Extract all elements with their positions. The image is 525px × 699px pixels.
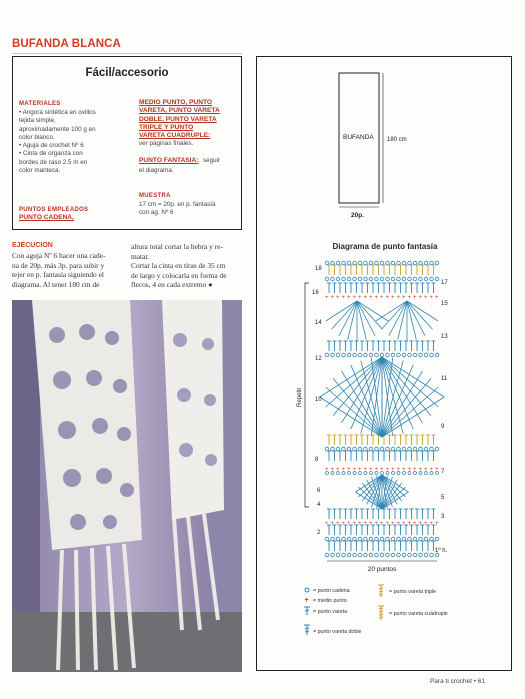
body-line: tejer en p. fantasía siguiendo el	[12, 270, 104, 280]
row-number-right: 13	[441, 334, 448, 340]
diagram-title: Diagrama de punto fantasía	[332, 242, 438, 251]
ejecucion-col1	[12, 251, 125, 289]
chain-stitch-mark	[402, 261, 406, 265]
legend	[304, 585, 448, 635]
legend-label: = punto vareta triple	[389, 589, 436, 595]
chain-stitch-mark	[430, 353, 434, 357]
chain-stitch-mark	[391, 353, 395, 357]
single-crochet-mark: +	[336, 467, 340, 473]
single-crochet-mark: +	[369, 295, 373, 301]
single-crochet-mark: +	[341, 295, 346, 301]
row-number-left: 12	[315, 356, 322, 362]
single-crochet-mark: +	[380, 295, 384, 301]
chain-stitch-mark	[342, 261, 346, 265]
chain-stitch-mark	[353, 277, 357, 281]
row-number-left: 14	[315, 320, 322, 326]
single-crochet-mark: +	[347, 521, 351, 527]
chain-stitch-mark	[364, 553, 368, 557]
row-number-left: 10	[315, 397, 322, 403]
single-crochet-mark: +	[341, 521, 346, 527]
stitch-link[interactable]: TRIPLE Y PUNTO	[139, 123, 194, 131]
materiales-list	[19, 109, 131, 175]
chain-stitch-mark	[353, 447, 357, 451]
chain-stitch-mark	[347, 537, 351, 541]
chain-stitch-mark	[435, 277, 439, 281]
materiales-item: • Cinta de organza con	[19, 150, 83, 158]
chain-stitch-mark	[402, 537, 406, 541]
chain-stitch-mark	[419, 537, 423, 541]
single-crochet-mark: +	[374, 295, 379, 301]
legend-label: = punto vareta	[313, 609, 348, 615]
chain-stitch-mark	[380, 553, 384, 557]
body-line: na de 20p. más 3p. para subir y	[12, 260, 105, 270]
fan-stitch-mark	[382, 357, 438, 407]
chain-stitch-mark	[375, 277, 379, 281]
chain-stitch-mark	[331, 261, 335, 265]
chain-stitch-mark	[408, 537, 412, 541]
chain-stitch-mark	[424, 553, 428, 557]
chain-stitch-mark	[408, 261, 412, 265]
chain-stitch-mark	[380, 353, 384, 357]
chain-stitch-mark	[336, 353, 340, 357]
chain-stitch-mark	[386, 261, 390, 265]
chain-stitch-mark	[430, 537, 434, 541]
chain-stitch-mark	[342, 447, 346, 451]
row-number-right: 5	[441, 495, 445, 501]
single-crochet-mark: +	[369, 521, 373, 527]
stitch-link[interactable]: VARETA CUADRUPLE:	[139, 132, 211, 140]
single-crochet-mark: +	[336, 521, 340, 527]
chain-stitch-mark	[419, 447, 423, 451]
chain-stitch-mark	[369, 277, 373, 281]
materiales-item: bordes de raso 2.5 m en	[19, 158, 88, 166]
chain-stitch-mark	[375, 537, 379, 541]
chain-stitch-mark	[325, 447, 329, 451]
chain-stitch-mark	[391, 447, 395, 451]
punto-fantasia-link[interactable]: PUNTO FANTASIA:	[139, 156, 199, 164]
single-crochet-mark: +	[330, 521, 335, 527]
puntos-heading: PUNTOS EMPLEADOS	[19, 207, 89, 213]
chain-stitch-mark	[325, 261, 329, 265]
chain-stitch-mark	[325, 277, 329, 281]
single-crochet-mark: +	[363, 295, 368, 301]
chain-stitch-mark	[336, 537, 340, 541]
chain-stitch-mark	[353, 553, 357, 557]
single-crochet-mark: +	[391, 467, 395, 473]
single-crochet-mark: +	[325, 521, 329, 527]
chain-stitch-mark	[331, 553, 335, 557]
fan-stitch-mark	[348, 301, 357, 340]
double-treble-icon	[304, 625, 310, 635]
chain-stitch-mark	[336, 553, 340, 557]
row-number-left: 8	[315, 457, 319, 463]
ver-paginas: ver páginas finales.	[139, 140, 194, 148]
ejecucion-heading: EJECUCION	[12, 242, 53, 249]
legend-label: = medio punto	[313, 598, 347, 604]
chain-stitch-mark	[397, 553, 401, 557]
single-crochet-mark: +	[352, 295, 357, 301]
chain-stitch-mark	[391, 537, 395, 541]
row-number-right: 17	[441, 280, 448, 286]
fan-stitch-mark	[333, 357, 382, 416]
single-crochet-mark: +	[336, 295, 340, 301]
quadruple-treble-icon	[378, 606, 384, 620]
info-box	[12, 56, 242, 230]
single-crochet-mark: +	[391, 521, 395, 527]
scarf-photo	[12, 300, 242, 672]
chain-stitch-mark	[386, 447, 390, 451]
diagram-canvas	[257, 57, 513, 672]
chain-stitch-mark	[397, 447, 401, 451]
fantasia-text: seguir	[202, 156, 221, 164]
chain-stitch-mark	[353, 261, 357, 265]
materiales-item: • Angora sintética en ovillos	[19, 109, 96, 116]
chain-stitch-mark	[375, 447, 379, 451]
chain-stitch-mark	[347, 261, 351, 265]
muestra-line: 17 cm = 20p. en p. fantasía	[139, 201, 216, 208]
chain-stitch-mark	[397, 353, 401, 357]
chain-stitch-mark	[331, 277, 335, 281]
chain-stitch-mark	[435, 261, 439, 265]
chain-stitch-mark	[369, 537, 373, 541]
chain-stitch-mark	[408, 353, 412, 357]
chain-stitch-mark	[408, 553, 412, 557]
chain-stitch-mark	[413, 277, 417, 281]
chain-stitch-mark	[419, 553, 423, 557]
chain-stitch-mark	[358, 447, 362, 451]
fan-stitch-mark	[382, 378, 431, 437]
single-crochet-mark: +	[347, 467, 351, 473]
legend-label: = punto vareta doble	[313, 629, 362, 635]
chain-stitch-mark	[413, 537, 417, 541]
single-crochet-mark: +	[352, 521, 357, 527]
row-number-right: 9	[441, 424, 445, 430]
materiales-item: • Aguja de crochet Nº 6	[19, 142, 84, 150]
chain-stitch-mark	[386, 277, 390, 281]
row-number-right: 15	[441, 301, 448, 307]
single-crochet-mark: +	[418, 521, 423, 527]
row-number-left: 16	[312, 290, 319, 296]
chain-stitch-mark	[397, 277, 401, 281]
stitch-link[interactable]: VARETA, PUNTO VARETA	[139, 107, 220, 115]
single-crochet-icon: +	[304, 597, 309, 604]
ejecucion-col2	[131, 242, 244, 290]
single-crochet-mark: +	[429, 467, 434, 473]
chain-stitch-mark	[386, 553, 390, 557]
chain-stitch-mark	[325, 353, 329, 357]
single-crochet-mark: +	[396, 467, 401, 473]
single-crochet-mark: +	[418, 295, 423, 301]
chain-stitch-mark	[424, 277, 428, 281]
chain-stitch-mark	[369, 353, 373, 357]
single-crochet-mark: +	[407, 521, 412, 527]
chain-stitch-mark	[402, 353, 406, 357]
chain-stitch-mark	[419, 261, 423, 265]
single-crochet-mark: +	[424, 521, 428, 527]
single-crochet-mark: +	[380, 521, 384, 527]
scarf-photo-illustration	[12, 300, 242, 672]
row-number-left: 2	[317, 530, 321, 536]
chain-stitch-mark	[347, 447, 351, 451]
single-crochet-mark: +	[402, 521, 406, 527]
chain-stitch-mark	[375, 261, 379, 265]
chain-stitch-mark	[364, 447, 368, 451]
single-crochet-mark: +	[330, 295, 335, 301]
muestra-line: con ag. Nº 6	[139, 209, 174, 217]
single-crochet-mark: +	[391, 295, 395, 301]
chain-stitch-icon	[305, 588, 309, 592]
chain-stitch-mark	[331, 447, 335, 451]
materiales-heading: MATERIALES	[19, 101, 61, 107]
single-crochet-mark: +	[424, 295, 428, 301]
triple-treble-icon	[378, 585, 384, 597]
single-crochet-mark: +	[363, 467, 368, 473]
fantasia-text-2: el diagrama.	[139, 166, 174, 174]
chain-stitch-mark	[413, 261, 417, 265]
chain-stitch-mark	[375, 553, 379, 557]
single-crochet-mark: +	[385, 467, 390, 473]
single-crochet-mark: +	[396, 295, 401, 301]
single-crochet-mark: +	[429, 521, 434, 527]
fan-stitch-mark	[382, 387, 438, 437]
single-crochet-mark: +	[385, 295, 390, 301]
row-number-left: 6	[317, 488, 321, 494]
chain-stitch-mark	[413, 447, 417, 451]
chain-stitch-mark	[419, 277, 423, 281]
materiales-item: aproximadamente 100 g en	[19, 125, 96, 133]
single-crochet-mark: +	[325, 295, 329, 301]
chain-stitch-mark	[430, 447, 434, 451]
fan-stitch-mark	[398, 301, 407, 340]
chain-stitch-mark	[413, 553, 417, 557]
chain-stitch-mark	[391, 277, 395, 281]
puntos-links	[139, 99, 239, 175]
fan-stitch-mark	[357, 301, 366, 340]
chain-stitch-mark	[424, 353, 428, 357]
diagram-panel	[256, 56, 512, 671]
single-crochet-mark: +	[341, 467, 346, 473]
single-crochet-mark: +	[429, 295, 434, 301]
chain-stitch-mark	[430, 553, 434, 557]
chain-stitch-mark	[435, 447, 439, 451]
chain-stitch-mark	[424, 537, 428, 541]
row-number-left: 4	[317, 502, 321, 508]
chain-stitch-mark	[386, 537, 390, 541]
chain-stitch-mark	[364, 537, 368, 541]
treble-icon	[304, 607, 310, 615]
single-crochet-mark: +	[385, 521, 390, 527]
chain-stitch-mark	[364, 261, 368, 265]
chain-stitch-mark	[391, 553, 395, 557]
body-line: altura total cortar la hebra y re-	[131, 242, 223, 251]
chain-stitch-mark	[325, 537, 329, 541]
stitch-link[interactable]: MEDIO PUNTO, PUNTO	[139, 99, 213, 106]
title-rule	[12, 53, 242, 54]
single-crochet-mark: +	[358, 295, 362, 301]
single-crochet-mark: +	[396, 521, 401, 527]
single-crochet-mark: +	[424, 467, 428, 473]
single-crochet-mark: +	[374, 467, 379, 473]
chain-stitch-mark	[408, 447, 412, 451]
single-crochet-mark: +	[407, 467, 412, 473]
chain-stitch-mark	[391, 261, 395, 265]
chain-stitch-mark	[430, 261, 434, 265]
chain-stitch-mark	[358, 553, 362, 557]
fan-stitch-mark	[407, 301, 416, 340]
single-crochet-mark: +	[435, 467, 439, 473]
legend-label: = punto cadena	[313, 588, 350, 594]
row-number-right: 1º h.	[435, 548, 448, 554]
schematic-width: 20p.	[351, 212, 365, 219]
chain-stitch-mark	[369, 261, 373, 265]
difficulty-title: Fácil/accesorio	[85, 67, 169, 79]
body-line: matar.	[131, 251, 150, 261]
page-footer: Para ti crochet • 61	[430, 678, 486, 685]
chain-stitch-mark	[353, 537, 357, 541]
chain-stitch-mark	[397, 537, 401, 541]
chain-stitch-mark	[358, 277, 362, 281]
materiales-item: color blanco.	[19, 133, 55, 141]
single-crochet-mark: +	[380, 467, 384, 473]
row-number-right: 11	[441, 376, 448, 382]
repeat-label: Repetir	[297, 387, 303, 407]
chain-stitch-mark	[347, 553, 351, 557]
chain-stitch-mark	[380, 277, 384, 281]
fan-stitch-mark	[382, 357, 431, 416]
chain-stitch-mark	[336, 277, 340, 281]
chain-stitch-mark	[369, 447, 373, 451]
materiales-item: tejida simple,	[19, 117, 56, 125]
single-crochet-mark: +	[374, 521, 379, 527]
chain-stitch-mark	[419, 353, 423, 357]
chain-stitch-mark	[342, 353, 346, 357]
chain-stitch-mark	[380, 261, 384, 265]
body-line: Cortar la cinta en tiras de 35 cm	[131, 261, 226, 271]
single-crochet-mark: +	[435, 295, 439, 301]
chain-stitch-mark	[435, 353, 439, 357]
row-number-right: 3	[441, 514, 445, 520]
chain-stitch-mark	[386, 353, 390, 357]
chain-stitch-mark	[325, 553, 329, 557]
single-crochet-mark: +	[369, 467, 373, 473]
chain-stitch-mark	[424, 447, 428, 451]
chain-stitch-mark	[380, 447, 384, 451]
legend-label: = punto vareta cuádruple	[389, 611, 448, 617]
stitch-diagram	[320, 261, 445, 557]
fan-stitch-mark	[333, 378, 382, 437]
body-line: Con aguja Nº 6 hacer una cade-	[12, 251, 106, 260]
body-line: flecos, 4 en cada extremo ●	[131, 280, 213, 290]
single-crochet-mark: +	[358, 521, 362, 527]
single-crochet-mark: +	[402, 295, 406, 301]
chain-stitch-mark	[364, 353, 368, 357]
body-line: de largo y colocarla en forma de	[131, 270, 227, 280]
chain-stitch-mark	[358, 261, 362, 265]
chain-stitch-mark	[342, 537, 346, 541]
single-crochet-mark: +	[347, 295, 351, 301]
single-crochet-mark: +	[413, 467, 417, 473]
chain-stitch-mark	[402, 447, 406, 451]
chain-stitch-mark	[408, 277, 412, 281]
single-crochet-mark: +	[363, 521, 368, 527]
schematic-side-label: BUFANDA	[343, 134, 374, 141]
base-count: 20 puntos	[367, 566, 397, 573]
chain-stitch-mark	[331, 537, 335, 541]
chain-stitch-mark	[430, 277, 434, 281]
chain-stitch-mark	[347, 277, 351, 281]
chain-stitch-mark	[336, 261, 340, 265]
single-crochet-mark: +	[435, 521, 439, 527]
chain-stitch-mark	[402, 277, 406, 281]
chain-stitch-mark	[331, 353, 335, 357]
row-number-left: 18	[315, 266, 322, 272]
chain-stitch-mark	[347, 353, 351, 357]
chain-stitch-mark	[342, 277, 346, 281]
muestra-text	[139, 201, 216, 218]
stitch-link[interactable]: DOBLE, PUNTO VARETA	[139, 115, 217, 123]
chain-stitch-mark	[380, 537, 384, 541]
single-crochet-mark: +	[358, 467, 362, 473]
chain-stitch-mark	[342, 553, 346, 557]
schematic-height: 180 cm	[387, 137, 407, 143]
single-crochet-mark: +	[418, 467, 423, 473]
chain-stitch-mark	[397, 261, 401, 265]
punto-cadena-link[interactable]: PUNTO CADENA,	[19, 214, 74, 221]
chain-stitch-mark	[358, 353, 362, 357]
chain-stitch-mark	[353, 353, 357, 357]
single-crochet-mark: +	[352, 467, 357, 473]
single-crochet-mark: +	[407, 295, 412, 301]
chain-stitch-mark	[424, 261, 428, 265]
chain-stitch-mark	[364, 277, 368, 281]
body-line: diagrama. Al tener 180 cm de	[12, 279, 100, 289]
chain-stitch-mark	[336, 447, 340, 451]
single-crochet-mark: +	[413, 295, 417, 301]
chain-stitch-mark	[375, 353, 379, 357]
fan-stitch-mark	[326, 387, 382, 437]
single-crochet-mark: +	[413, 521, 417, 527]
chain-stitch-mark	[413, 353, 417, 357]
muestra-heading: MUESTRA	[139, 193, 171, 199]
chain-stitch-mark	[435, 537, 439, 541]
single-crochet-mark: +	[402, 467, 406, 473]
chain-stitch-mark	[402, 553, 406, 557]
fan-stitch-mark	[326, 357, 382, 407]
chain-stitch-mark	[358, 537, 362, 541]
page-title: BUFANDA BLANCA	[12, 38, 121, 50]
materiales-item: color manteca.	[19, 167, 61, 175]
row-number-right: 7	[441, 469, 445, 475]
chain-stitch-mark	[369, 553, 373, 557]
single-crochet-mark: +	[330, 467, 335, 473]
single-crochet-mark: +	[325, 467, 329, 473]
